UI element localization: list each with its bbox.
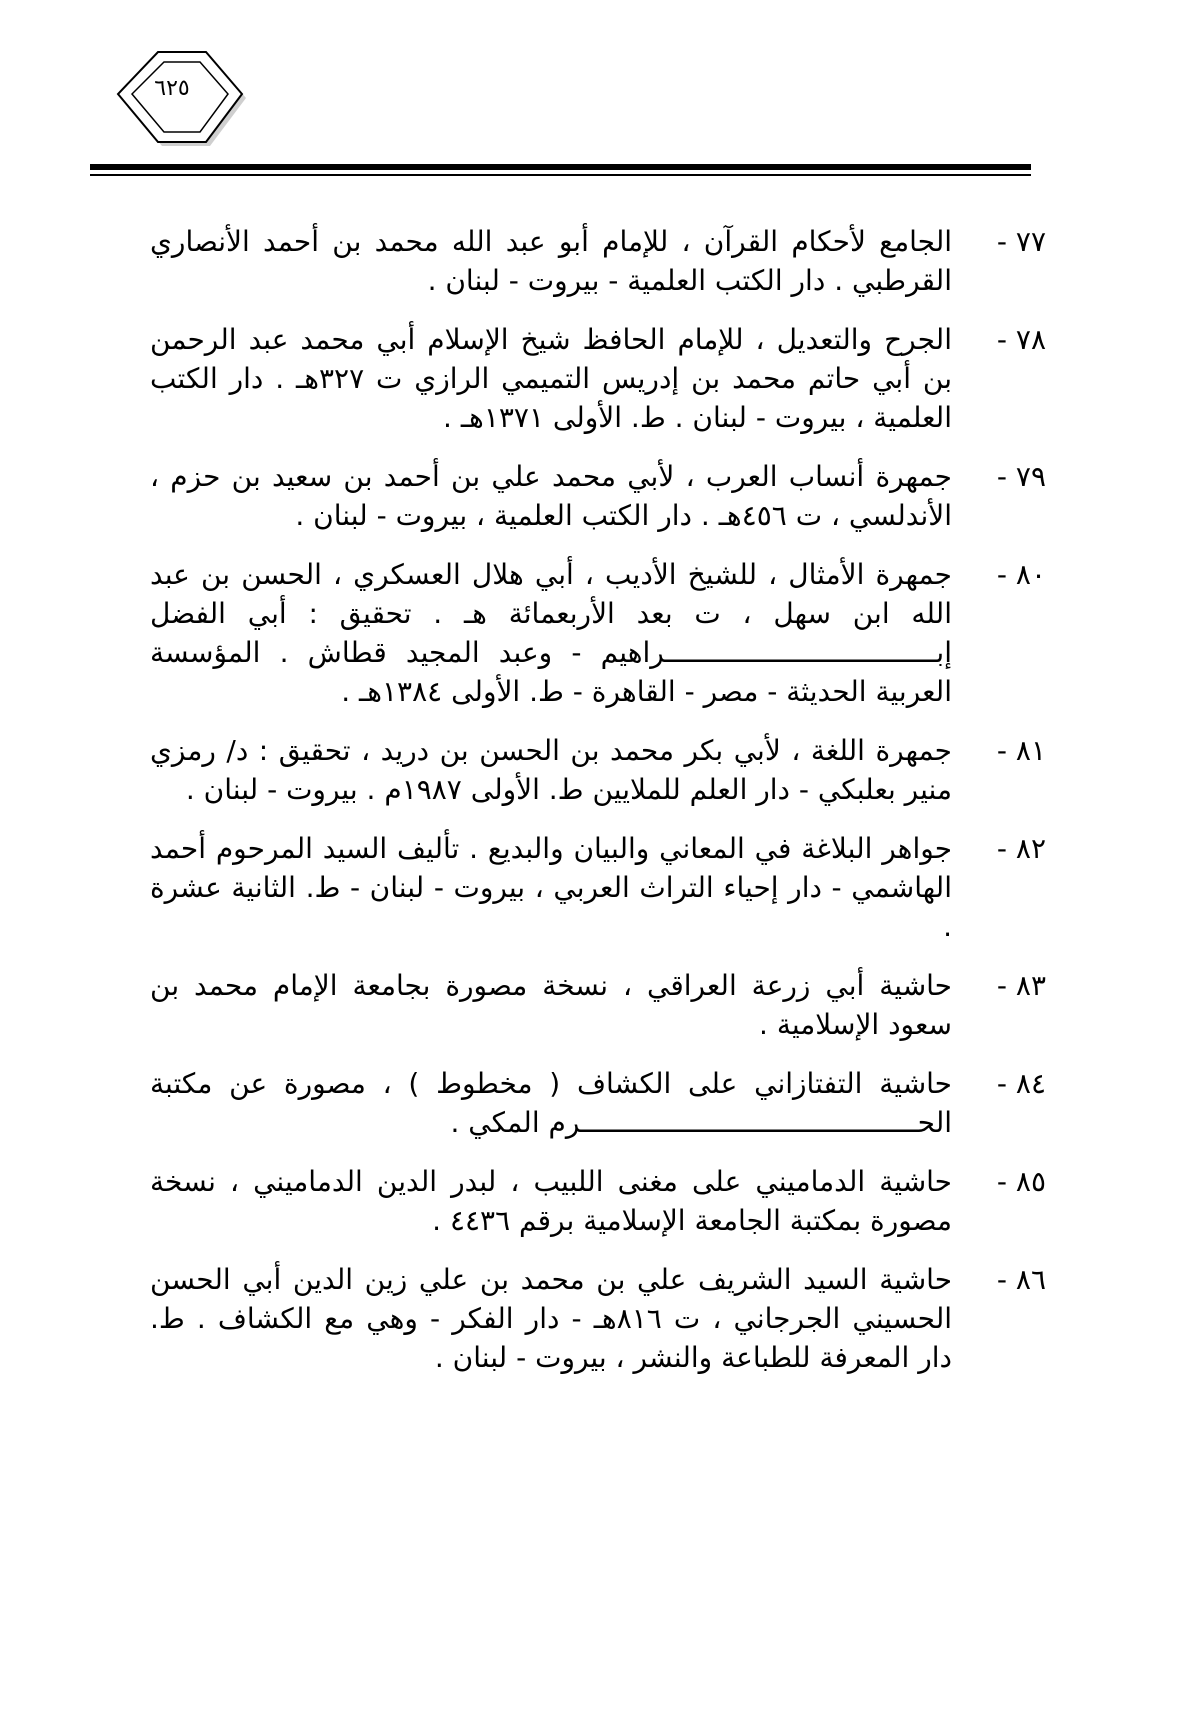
entry-number: ٨٦ - xyxy=(996,1263,1046,1296)
entry-number: ٨٤ - xyxy=(996,1067,1046,1100)
bibliography-entry xyxy=(150,555,1046,711)
header-rule-thick xyxy=(90,164,1031,170)
entry-text: حاشية السيد الشريف علي بن محمد بن علي زين الدين أبي الحسن الحسيني الجرجاني ، ت ٨١٦هـ - دار الفكر - وهي مع الكشاف . ط. دار المعرفة للطباعة والنشر ، بيروت - لبنان . xyxy=(150,1263,952,1374)
bibliography-entry xyxy=(150,1162,1046,1240)
entry-text: حاشية الدماميني على مغنى اللبيب ، لبدر الدين الدماميني ، نسخة مصورة بمكتبة الجامعة الإسلامية برقم ٤٤٣٦ . xyxy=(150,1165,952,1237)
entry-text: جمهرة الأمثال ، للشيخ الأديب ، أبي هلال العسكري ، الحسن بن عبد الله ابن سهل ، ت بعد الأربعمائة هـ . تحقيق : أبي الفضل إبـــــــــــــــــــــــــــــــــراهيم - وعبد المجيد قطاش . المؤسسة العربية الحديثة - مصر - القاهرة - ط. الأولى ١٣٨٤هـ . xyxy=(150,558,952,708)
bibliography-entry xyxy=(150,829,1046,946)
header-rule-thin xyxy=(90,174,1031,176)
bibliography-entry xyxy=(150,457,1046,535)
entry-text: الجرح والتعديل ، للإمام الحافظ شيخ الإسلام أبي محمد عبد الرحمن بن أبي حاتم محمد بن إدريس التميمي الرازي ت ٣٢٧هـ . دار الكتب العلمية ، بيروت - لبنان . ط. الأولى ١٣٧١هـ . xyxy=(150,323,952,434)
entry-text: جمهرة أنساب العرب ، لأبي محمد علي بن أحمد بن سعيد بن حزم ، الأندلسي ، ت ٤٥٦هـ . دار الكتب العلمية ، بيروت - لبنان . xyxy=(150,460,952,532)
bibliography-list xyxy=(150,222,1046,1397)
bibliography-entry xyxy=(150,1260,1046,1377)
entry-text: جمهرة اللغة ، لأبي بكر محمد بن الحسن بن دريد ، تحقيق : د/ رمزي منير بعلبكي - دار العلم للملايين ط. الأولى ١٩٨٧م . بيروت - لبنان . xyxy=(150,734,952,806)
entry-text: حاشية التفتازاني على الكشاف ( مخطوط ) ، مصورة عن مكتبة الحـــــــــــــــــــــــــــــــــــــــــرم المكي . xyxy=(150,1067,952,1139)
entry-number: ٧٩ - xyxy=(996,460,1046,493)
page-number: ٦٢٥ xyxy=(154,76,190,101)
entry-text: جواهر البلاغة في المعاني والبيان والبديع . تأليف السيد المرحوم أحمد الهاشمي - دار إحياء التراث العربي ، بيروت - لبنان - ط. الثانية عشرة . xyxy=(150,832,952,943)
entry-number: ٨٥ - xyxy=(996,1165,1046,1198)
bibliography-entry xyxy=(150,1064,1046,1142)
entry-number: ٨٢ - xyxy=(996,832,1046,865)
bibliography-entry xyxy=(150,320,1046,437)
entry-number: ٧٨ - xyxy=(996,323,1046,356)
entry-number: ٨٣ - xyxy=(996,969,1046,1002)
bibliography-entry xyxy=(150,966,1046,1044)
entry-number: ٨١ - xyxy=(996,734,1046,767)
entry-number: ٧٧ - xyxy=(996,225,1046,258)
bibliography-entry xyxy=(150,731,1046,809)
bibliography-entry xyxy=(150,222,1046,300)
entry-text: حاشية أبي زرعة العراقي ، نسخة مصورة بجامعة الإمام محمد بن سعود الإسلامية . xyxy=(150,969,952,1041)
entry-number: ٨٠ - xyxy=(996,558,1046,591)
entry-text: الجامع لأحكام القرآن ، للإمام أبو عبد الله محمد بن أحمد الأنصاري القرطبي . دار الكتب العلمية - بيروت - لبنان . xyxy=(150,225,952,297)
